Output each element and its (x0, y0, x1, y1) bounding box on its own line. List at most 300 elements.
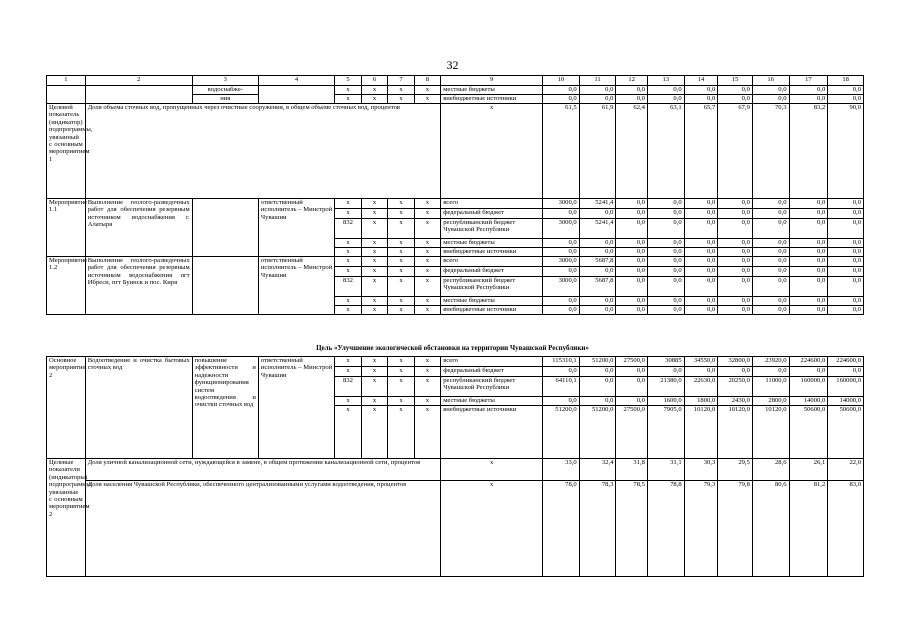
value-cell: 5687,8 (579, 277, 616, 297)
target-text: Доля населения Чувашской Республики, обеспеченного централизованными услугами водоотведения, процентов (85, 481, 440, 577)
value-cell: 0,0 (616, 95, 648, 104)
value-cell: 2800,0 (752, 397, 789, 406)
value-cell: 0,0 (789, 257, 828, 267)
source-cell: внебюджетные источники (441, 406, 543, 459)
value-cell: 0,0 (616, 306, 648, 315)
code-cell: х (388, 297, 414, 306)
value-cell: 0,0 (616, 257, 648, 267)
executor-cell: ответственный исполнитель – Минстрой Чувашии (258, 199, 334, 257)
source-cell: республиканский бюджет Чувашской Республики (441, 219, 543, 239)
value-cell: 3000,0 (543, 219, 580, 239)
code-cell: х (414, 367, 440, 377)
value-cell: 21380,0 (647, 377, 684, 397)
code-cell: х (388, 95, 414, 104)
value-cell: 78,8 (647, 481, 684, 577)
value-cell: 0,0 (579, 267, 616, 277)
target-label: Целевые показатели (индикаторы) подпрограммы, увязанные с основным мероприятием 2 (47, 459, 86, 577)
column-header: 18 (828, 76, 864, 86)
value-cell: 0,0 (616, 397, 648, 406)
measure-label: Мероприятие 1.1 (47, 199, 86, 257)
value-cell: 0,0 (684, 277, 718, 297)
value-cell: 31,1 (647, 459, 684, 481)
value-cell: 0,0 (789, 219, 828, 239)
code-cell: х (361, 367, 387, 377)
column-header: 2 (85, 76, 192, 86)
column-header: 10 (543, 76, 580, 86)
value-cell: 0,0 (752, 306, 789, 315)
value-cell: 0,0 (647, 219, 684, 239)
value-cell: 0,0 (752, 257, 789, 267)
code-cell: х (414, 248, 440, 257)
measure-label: Основное мероприятие 2 (47, 357, 86, 459)
value-cell: 0,0 (789, 86, 828, 95)
code-cell: х (335, 367, 361, 377)
code-cell: х (335, 397, 361, 406)
code-cell: х (414, 306, 440, 315)
value-cell: 0,0 (684, 239, 718, 248)
column-header: 4 (258, 76, 334, 86)
value-cell: 78,3 (579, 481, 616, 577)
code-cell: х (361, 397, 387, 406)
value-cell: 50600,0 (789, 406, 828, 459)
code-cell: х (335, 297, 361, 306)
column-header: 13 (647, 76, 684, 86)
value-cell: 0,0 (647, 239, 684, 248)
value-cell: 0,0 (684, 297, 718, 306)
value-cell: 0,0 (616, 377, 648, 397)
code-cell: х (414, 406, 440, 459)
code-cell: х (361, 95, 387, 104)
value-cell: 14000,0 (828, 397, 864, 406)
value-cell: 0,0 (579, 397, 616, 406)
source-cell: х (441, 459, 543, 481)
column-header: 9 (441, 76, 543, 86)
value-cell: 32,4 (579, 459, 616, 481)
column-header: 15 (718, 76, 753, 86)
value-cell: 0,0 (828, 209, 864, 219)
code-cell: х (335, 199, 361, 209)
executor-cell: ответственный исполнитель – Минстрой Чувашии (258, 357, 334, 459)
value-cell: 0,0 (718, 257, 753, 267)
value-cell: 0,0 (828, 306, 864, 315)
value-cell: 0,0 (647, 367, 684, 377)
source-cell: федеральный бюджет (441, 267, 543, 277)
source-cell: федеральный бюджет (441, 209, 543, 219)
value-cell: 0,0 (718, 277, 753, 297)
value-cell: 0,0 (579, 306, 616, 315)
value-cell: 0,0 (789, 367, 828, 377)
code-cell: х (414, 357, 440, 367)
code-cell: х (361, 86, 387, 95)
value-cell: 30,3 (684, 459, 718, 481)
value-cell: 0,0 (828, 367, 864, 377)
column-header: 14 (684, 76, 718, 86)
value-cell: 0,0 (684, 86, 718, 95)
column-header: 6 (361, 76, 387, 86)
value-cell: 0,0 (752, 86, 789, 95)
target-row (47, 459, 864, 481)
value-cell: 0,0 (543, 95, 580, 104)
value-cell: 20250,0 (718, 377, 753, 397)
program-table-part1 (46, 75, 864, 315)
value-cell: 224600,0 (828, 357, 864, 367)
target-label: Целевой показатель (индикатор) подпрограммы, увязанный с основным мероприятием 1 (47, 104, 86, 199)
code-cell: х (361, 257, 387, 267)
value-cell: 3000,0 (543, 257, 580, 267)
code-cell: х (388, 209, 414, 219)
value-cell: 0,0 (616, 367, 648, 377)
code-cell: х (388, 367, 414, 377)
code-cell: х (414, 95, 440, 104)
code-cell: х (388, 239, 414, 248)
value-cell: 0,0 (718, 267, 753, 277)
code-cell: х (388, 199, 414, 209)
code-cell: 832 (335, 277, 361, 297)
program-table-part2 (46, 356, 864, 577)
column-header: 7 (388, 76, 414, 86)
code-cell: х (361, 306, 387, 315)
value-cell: 5241,4 (579, 219, 616, 239)
value-cell: 63,1 (647, 104, 684, 199)
value-cell: 2430,0 (718, 397, 753, 406)
value-cell: 33,0 (543, 459, 580, 481)
value-cell: 31,8 (616, 459, 648, 481)
code-cell: х (388, 267, 414, 277)
value-cell: 27500,0 (616, 357, 648, 367)
value-cell: 90,0 (828, 104, 864, 199)
value-cell: 0,0 (684, 95, 718, 104)
code-cell: 832 (335, 219, 361, 239)
value-cell: 62,4 (616, 104, 648, 199)
column-header: 1 (47, 76, 86, 86)
code-cell: х (335, 306, 361, 315)
value-cell: 83,2 (789, 104, 828, 199)
value-cell: 0,0 (684, 367, 718, 377)
table-cell: водоснабже- (192, 86, 258, 95)
value-cell: 81,2 (789, 481, 828, 577)
value-cell: 50600,0 (828, 406, 864, 459)
value-cell: 0,0 (647, 86, 684, 95)
source-cell: х (441, 104, 543, 199)
value-cell: 0,0 (828, 257, 864, 267)
code-cell: х (335, 86, 361, 95)
value-cell: 115310,1 (543, 357, 580, 367)
value-cell: 0,0 (543, 86, 580, 95)
code-cell: х (361, 209, 387, 219)
code-cell: х (361, 199, 387, 209)
table-cell (85, 86, 192, 104)
value-cell: 0,0 (684, 248, 718, 257)
code-cell: х (388, 406, 414, 459)
code-cell: х (388, 257, 414, 267)
value-cell: 0,0 (789, 297, 828, 306)
value-cell: 0,0 (543, 248, 580, 257)
value-cell: 0,0 (543, 209, 580, 219)
value-cell: 0,0 (616, 239, 648, 248)
value-cell: 0,0 (543, 306, 580, 315)
code-cell: х (414, 267, 440, 277)
value-cell: 0,0 (616, 199, 648, 209)
value-cell: 30885 (647, 357, 684, 367)
value-cell: 34550,0 (684, 357, 718, 367)
value-cell: 0,0 (684, 306, 718, 315)
value-cell: 1800,0 (684, 397, 718, 406)
value-cell: 0,0 (579, 209, 616, 219)
code-cell: х (361, 267, 387, 277)
source-cell: внебюджетные источники (441, 306, 543, 315)
code-cell: х (361, 248, 387, 257)
column-header: 17 (789, 76, 828, 86)
value-cell: 0,0 (828, 86, 864, 95)
measure-row (47, 199, 864, 209)
value-cell: 0,0 (789, 277, 828, 297)
code-cell: х (361, 297, 387, 306)
code-cell: х (414, 86, 440, 95)
source-cell: всего (441, 257, 543, 267)
value-cell: 7905,0 (647, 406, 684, 459)
value-cell: 0,0 (752, 248, 789, 257)
column-header: 16 (752, 76, 789, 86)
value-cell: 0,0 (828, 267, 864, 277)
value-cell: 0,0 (579, 248, 616, 257)
value-cell: 0,0 (828, 277, 864, 297)
target-text: Доля объема сточных вод, пропущенных через очистные сооружения, в общем объеме сточных вод, процентов (85, 104, 440, 199)
table-cell (258, 86, 334, 104)
value-cell: 224600,0 (789, 357, 828, 367)
source-cell: всего (441, 199, 543, 209)
code-cell: х (414, 397, 440, 406)
value-cell: 0,0 (579, 297, 616, 306)
value-cell: 0,0 (828, 199, 864, 209)
value-cell: 0,0 (752, 267, 789, 277)
code-cell: 832 (335, 377, 361, 397)
value-cell: 0,0 (789, 306, 828, 315)
code-cell: х (388, 277, 414, 297)
measure-row (47, 257, 864, 267)
column-header: 5 (335, 76, 361, 86)
value-cell: 0,0 (684, 219, 718, 239)
value-cell: 51200,0 (543, 406, 580, 459)
value-cell: 0,0 (647, 199, 684, 209)
value-cell: 0,0 (647, 297, 684, 306)
value-cell: 27500,0 (616, 406, 648, 459)
source-cell: местные бюджеты (441, 297, 543, 306)
value-cell: 61,9 (579, 104, 616, 199)
value-cell: 0,0 (579, 239, 616, 248)
measure-text: Выполнение геолого-разведочных работ для обеспечения резервным источником водоснабжения г. Алатыря (85, 199, 192, 257)
value-cell: 0,0 (718, 297, 753, 306)
column-header: 8 (414, 76, 440, 86)
value-cell: 160000,0 (789, 377, 828, 397)
value-cell: 0,0 (828, 248, 864, 257)
value-cell: 0,0 (828, 219, 864, 239)
value-cell: 23920,0 (752, 357, 789, 367)
value-cell: 160000,0 (828, 377, 864, 397)
value-cell: 22,0 (828, 459, 864, 481)
code-cell: х (388, 248, 414, 257)
measure-text: Водоотведение и очистка бытовых сточных вод (85, 357, 192, 459)
value-cell: 10120,0 (718, 406, 753, 459)
code-cell: х (414, 377, 440, 397)
value-cell: 10120,0 (752, 406, 789, 459)
value-cell: 0,0 (789, 209, 828, 219)
value-cell: 0,0 (647, 95, 684, 104)
value-cell: 0,0 (789, 267, 828, 277)
code-cell: х (388, 357, 414, 367)
value-cell: 83,0 (828, 481, 864, 577)
value-cell: 61,5 (543, 104, 580, 199)
code-cell: х (388, 377, 414, 397)
value-cell: 0,0 (752, 297, 789, 306)
value-cell: 3000,0 (543, 277, 580, 297)
code-cell: х (335, 209, 361, 219)
code-cell: х (388, 219, 414, 239)
value-cell: 0,0 (616, 297, 648, 306)
value-cell: 0,0 (828, 95, 864, 104)
value-cell: 29,5 (718, 459, 753, 481)
value-cell: 0,0 (543, 367, 580, 377)
value-cell: 0,0 (684, 267, 718, 277)
column-header: 12 (616, 76, 648, 86)
code-cell: х (335, 406, 361, 459)
value-cell: 0,0 (616, 219, 648, 239)
value-cell: 51200,0 (579, 406, 616, 459)
code-cell: х (388, 306, 414, 315)
value-cell: 0,0 (647, 248, 684, 257)
goal-heading: Цель «Улучшение экологической обстановки на территории Чувашской Республики» (316, 344, 589, 352)
table-row (47, 86, 864, 95)
value-cell: 0,0 (543, 297, 580, 306)
value-cell: 5241,4 (579, 199, 616, 209)
code-cell: х (388, 397, 414, 406)
value-cell: 0,0 (543, 267, 580, 277)
value-cell: 0,0 (579, 86, 616, 95)
table-cell: ния (192, 95, 258, 104)
value-cell: 0,0 (616, 86, 648, 95)
code-cell: х (414, 209, 440, 219)
code-cell: х (335, 239, 361, 248)
value-cell: 0,0 (789, 248, 828, 257)
source-cell: местные бюджеты (441, 239, 543, 248)
source-cell: федеральный бюджет (441, 367, 543, 377)
source-cell: всего (441, 357, 543, 367)
code-cell: х (361, 239, 387, 248)
value-cell: 11000,0 (752, 377, 789, 397)
value-cell: 79,8 (718, 481, 753, 577)
value-cell: 32800,0 (718, 357, 753, 367)
target-text: Доля уличной канализационной сети, нуждающейся в замене, в общем протяжении канализационной сети, процентов (85, 459, 440, 481)
value-cell: 0,0 (752, 95, 789, 104)
value-cell: 0,0 (647, 267, 684, 277)
value-cell: 0,0 (789, 239, 828, 248)
value-cell: 0,0 (718, 248, 753, 257)
table-cell (192, 257, 258, 315)
page-number: 32 (446, 58, 459, 72)
code-cell: х (361, 377, 387, 397)
value-cell: 78,0 (543, 481, 580, 577)
value-cell: 0,0 (684, 257, 718, 267)
value-cell: 0,0 (789, 199, 828, 209)
value-cell: 0,0 (616, 248, 648, 257)
code-cell: х (414, 297, 440, 306)
code-cell: х (335, 95, 361, 104)
table-cell (47, 86, 86, 104)
value-cell: 0,0 (752, 199, 789, 209)
source-cell: республиканский бюджет Чувашской Республики (441, 277, 543, 297)
code-cell: х (414, 277, 440, 297)
value-cell: 5687,8 (579, 257, 616, 267)
value-cell: 0,0 (718, 86, 753, 95)
value-cell: 10120,0 (684, 406, 718, 459)
value-cell: 64110,1 (543, 377, 580, 397)
value-cell: 0,0 (684, 209, 718, 219)
value-cell: 28,6 (752, 459, 789, 481)
value-cell: 0,0 (752, 239, 789, 248)
source-cell: местные бюджеты (441, 86, 543, 95)
code-cell: х (388, 86, 414, 95)
value-cell: 78,5 (616, 481, 648, 577)
value-cell: 70,3 (752, 104, 789, 199)
value-cell: 0,0 (718, 239, 753, 248)
value-cell: 0,0 (579, 377, 616, 397)
value-cell: 0,0 (579, 367, 616, 377)
value-cell: 0,0 (647, 209, 684, 219)
executor-cell: ответственный исполнитель – Минстрой Чувашии (258, 257, 334, 315)
value-cell: 0,0 (718, 367, 753, 377)
value-cell: 0,0 (752, 219, 789, 239)
code-cell: х (361, 219, 387, 239)
expected-result-cell: повышение эффективности и надежности функционирования систем водоотведения и очистки сточных вод (192, 357, 258, 459)
value-cell: 0,0 (718, 219, 753, 239)
value-cell: 0,0 (543, 239, 580, 248)
value-cell: 0,0 (752, 367, 789, 377)
value-cell: 3000,0 (543, 199, 580, 209)
code-cell: х (335, 257, 361, 267)
value-cell: 51200,0 (579, 357, 616, 367)
code-cell: х (414, 199, 440, 209)
value-cell: 0,0 (752, 277, 789, 297)
code-cell: х (335, 248, 361, 257)
value-cell: 67,9 (718, 104, 753, 199)
code-cell: х (361, 277, 387, 297)
target-row (47, 481, 864, 577)
code-cell: х (335, 267, 361, 277)
value-cell: 0,0 (647, 257, 684, 267)
column-header: 11 (579, 76, 616, 86)
source-cell: х (441, 481, 543, 577)
value-cell: 0,0 (789, 95, 828, 104)
value-cell: 26,1 (789, 459, 828, 481)
value-cell: 0,0 (647, 277, 684, 297)
column-header: 3 (192, 76, 258, 86)
value-cell: 0,0 (616, 277, 648, 297)
header-row (47, 76, 864, 86)
value-cell: 80,6 (752, 481, 789, 577)
value-cell: 0,0 (543, 397, 580, 406)
measure-row (47, 357, 864, 367)
value-cell: 0,0 (616, 267, 648, 277)
source-cell: внебюджетные источники (441, 248, 543, 257)
code-cell: х (414, 219, 440, 239)
value-cell: 0,0 (718, 199, 753, 209)
value-cell: 79,3 (684, 481, 718, 577)
value-cell: 0,0 (718, 209, 753, 219)
code-cell: х (414, 239, 440, 248)
measure-text: Выполнение геолого-разведочных работ для обеспечения резервным источником водоснабжения пгт Ибреси, пгт Буинск и пос. Киря (85, 257, 192, 315)
value-cell: 0,0 (828, 297, 864, 306)
value-cell: 0,0 (616, 209, 648, 219)
code-cell: х (414, 257, 440, 267)
